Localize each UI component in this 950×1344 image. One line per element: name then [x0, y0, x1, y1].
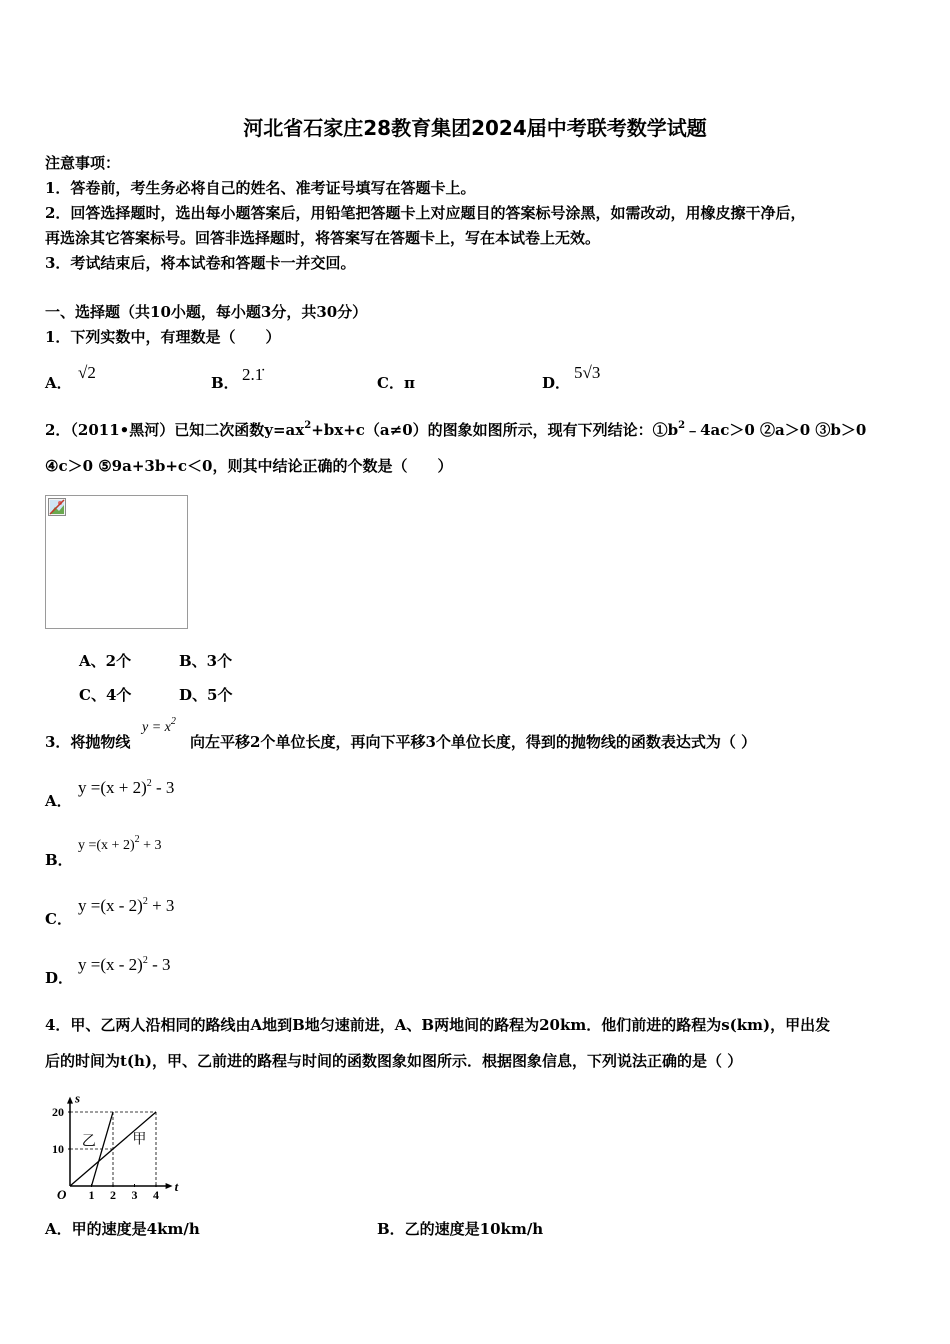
y-axis-label: s — [75, 1092, 81, 1106]
x-tick-label: 1 — [88, 1188, 95, 1202]
q3-stem-math: $y = x^2$ — [142, 716, 176, 735]
q1-option-b-math: 2.1̇ — [242, 365, 264, 384]
q3-option-a-label: A． — [45, 792, 72, 810]
series-label-yi: 乙 — [81, 1133, 96, 1150]
notice-item-2b: 再选涂其它答案标号。回答非选择题时，将答案写在答题卡上，写在本试卷上无效。 — [45, 229, 601, 247]
q3-stem-a: 3．将抛物线 — [45, 733, 131, 751]
q2-stem-line2: ④c＞0 ⑤9a+3b+c＜0，则其中结论正确的个数是（ ） — [45, 457, 453, 475]
q3-option-d-math: y =(x - 2)$^2$ - 3 — [78, 955, 171, 974]
notice-item-3: 3．考试结束后，将本试卷和答题卡一并交回。 — [45, 254, 356, 272]
y-axis-arrow — [67, 1097, 73, 1104]
q3-option-c-label: C． — [45, 910, 72, 928]
section-heading: 一、选择题（共10小题，每小题3分，共30分） — [45, 303, 368, 321]
x-axis-label: t — [174, 1179, 179, 1194]
q4-option-b: B．乙的速度是10km/h — [377, 1220, 544, 1238]
q1-stem: 1．下列实数中，有理数是（ ） — [45, 328, 281, 346]
x-tick-label: 3 — [131, 1188, 138, 1202]
broken-image-icon — [48, 498, 66, 516]
q2-option-c: C、4个 — [79, 686, 132, 704]
q1-option-d-math: 5√3 — [574, 363, 601, 382]
q3-option-b-label: B． — [45, 851, 73, 869]
notice-heading: 注意事项： — [45, 154, 121, 172]
q1-option-a-math: √2 — [78, 363, 96, 382]
notice-item-2a: 2．回答选择题时，选出每小题答案后，用铅笔把答题卡上对应题目的答案标号涂黑，如需改动，用橡皮擦干净后， — [45, 204, 806, 222]
x-axis-arrow — [166, 1183, 173, 1189]
q1-option-a-label: A． — [45, 374, 72, 392]
page-title: 河北省石家庄28教育集团2024届中考联考数学试题 — [243, 116, 707, 140]
q3-option-d-label: D． — [45, 969, 74, 987]
q4-distance-time-chart — [48, 1092, 208, 1202]
notice-item-1: 1．答卷前，考生务必将自己的姓名、准考证号填写在答题卡上。 — [45, 179, 476, 197]
y-tick-label: 10 — [52, 1142, 64, 1156]
q3-option-b-math: $y =(x + 2)^2 + 3$ — [78, 834, 162, 853]
q4-stem-line1: 4．甲、乙两人沿相同的路线由A地到B地匀速前进，A、B两地间的路程为20km．他们前进的路程为s(km)，甲出发 — [45, 1016, 831, 1034]
q2-option-d: D、5个 — [179, 686, 233, 704]
series-label-jia: 甲 — [132, 1131, 147, 1148]
y-tick-label: 20 — [52, 1105, 64, 1119]
q4-stem-line2: 后的时间为t(h)，甲、乙前进的路程与时间的函数图象如图所示．根据图象信息，下列说法正确的是（ ） — [45, 1052, 743, 1070]
q3-stem-b: 向左平移2个单位长度，再向下平移3个单位长度，得到的抛物线的函数表达式为（ ） — [190, 733, 757, 751]
q1-option-b-label: B． — [211, 374, 239, 392]
q2-stem-line1: 2．（2011•黑河）已知二次函数$y=ax^2+bx+c(a\ne 0)$的图象如图所示，现有下列结论：$①b^2﹣4ac>0$ ②a＞0 ③b＞0 — [45, 420, 867, 439]
q4-option-a: A．甲的速度是4km/h — [45, 1220, 200, 1238]
q2-option-b: B、3个 — [179, 652, 233, 670]
q1-option-d-label: D． — [542, 374, 571, 392]
origin-label: O — [57, 1187, 67, 1202]
x-tick-label: 4 — [153, 1188, 159, 1202]
q2-graph-image-placeholder — [45, 495, 188, 629]
q3-option-c-math: y =(x - 2)$^2$ + 3 — [78, 896, 175, 915]
q3-option-a-math: $y =(x + 2)^2 - 3$ — [78, 778, 175, 797]
q2-option-a: A、2个 — [79, 652, 132, 670]
x-tick-label: 2 — [110, 1188, 116, 1202]
q1-option-c: C．π — [377, 374, 415, 392]
